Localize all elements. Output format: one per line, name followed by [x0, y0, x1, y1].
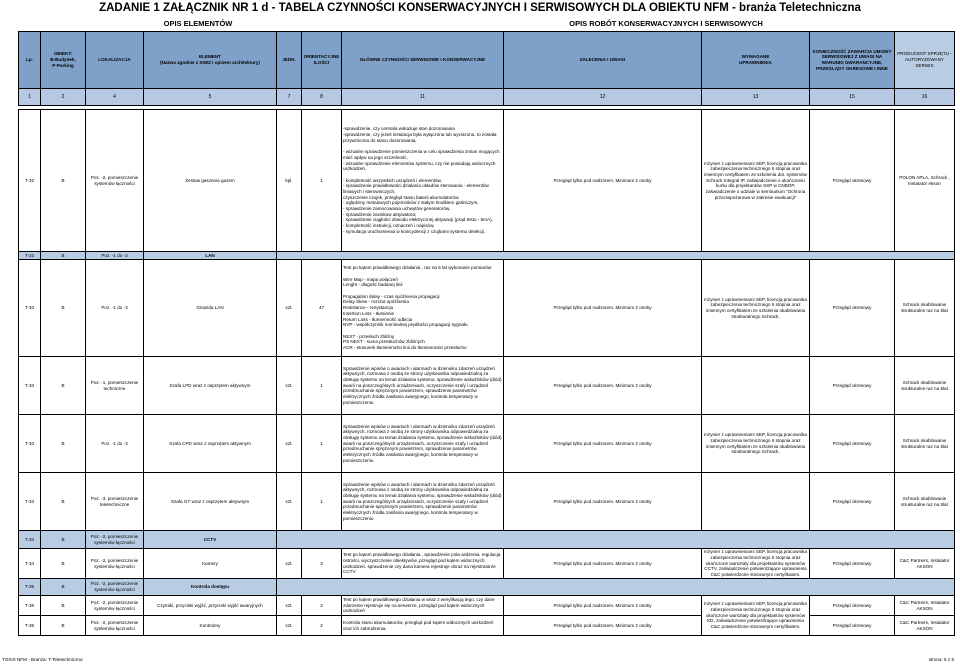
header-czynnosci: GŁÓWNE CZYNNOŚCI SERWISOWE I KONSERWACYJNE: [342, 32, 504, 89]
header-lokalizacja: LOKALIZACJA: [86, 32, 144, 89]
table-row: [19, 473, 955, 531]
column-number: 15: [810, 89, 895, 106]
section-label: LAN: [144, 252, 277, 260]
cell-lokalizacja: Poz. -2, pomieszczenie systemów łączności: [86, 110, 144, 252]
header-zalecenia: ZALECENIA I UWAGI: [504, 32, 702, 89]
cell-czynnosci: Test po kątem prawidłowego działania , raz na 5 lat wykonanie pomiarów: Wire Map - mapa połączeń Lenght - długość badanej linii Propagation delay - czas opóźnienia propagacji Delay Skew - rozrzut opóźnienia Resistance - rezystancja Insertion Loss - tłumienie Return Loss - tłumienność odbicia NVP - współczynnik nominalnej prędkości propagacji sygnału NEXT - przesłuch zbliżny PS NEXT - suma przesłuchów zbliżnych ACR - stosunek tłumienności linii do tłumienności przesłuchu: [342, 260, 504, 357]
cell-obiekt: B: [41, 357, 86, 415]
cell-producent: POLON APLA, Schrack , Instalator Akson: [895, 110, 955, 252]
cell-jedn: szt.: [277, 415, 302, 473]
cell-czynnosci: Sprawdzenie wpisów o awariach i alarmach w dzienniku zdarzeń urządzeń aktywnych, rozmowa z osobą ze strony użytkownika odpowiedzialną za obsługę systemu na temat działania systemu, sprawdzenie wskaźników (diód) awarii na poszczególnych urządzeniach, oczyszczenie szafy i urządzeń przedmuchanie sprężonym powietrzem, sprawdzenie parametrów elektrycznych źródła zasilania awaryjnego, kontrola temperatury w pomieszczeniu: [342, 473, 504, 531]
section-label: Kontrola dostępu: [144, 579, 277, 596]
section-label: CCTV: [144, 531, 277, 549]
table-row: [19, 549, 955, 579]
table-row: [19, 110, 955, 252]
cell-obiekt: B: [41, 415, 86, 473]
section-lp: T-35: [19, 579, 41, 596]
cell-lokalizacja: Poz. -1, pomieszczenie techniczne: [86, 357, 144, 415]
cell-zalecenia: Przegląd tylko pod nadzorem. Minimum 2 osoby: [504, 549, 702, 579]
cell-producent: Schrack okablowanie strukturalne raz na 5lat: [895, 473, 955, 531]
cell-wymagane: Inżynier z uprawnieniami SEP, licencją pracownika zabezpieczenia technicznego II stopnia oraz imiennym certyfikatem ze szkolenia okablowania strukturalnego Schrack,: [702, 260, 810, 357]
section-empty: [277, 579, 955, 596]
column-number: 16: [895, 89, 955, 106]
cell-jedn: kpl.: [277, 110, 302, 252]
cell-element: Kontrolery: [144, 616, 277, 636]
section-lokalizacja: Poz. -1 do -3: [86, 252, 144, 260]
cell-koniecznosc: Przegląd okresowy: [810, 473, 895, 531]
cell-wymagane: Inżynier z uprawnieniami SEP, licencją pracownika zabezpieczenia technicznego II stopnia oraz ukończone warsztaty dla projektantów systemów KD, zaświadczenie potwierdzające uprawnienia C&C potwierdzone stosownym certyfikatem.: [702, 596, 810, 636]
cell-ilosci: 1: [302, 473, 342, 531]
cell-element: Szafa CPD wraz z osprzętem aktywnym: [144, 415, 277, 473]
page-number: strona: 5 z 6: [928, 657, 954, 662]
column-number: 4: [86, 89, 144, 106]
cell-wymagane: [702, 357, 810, 415]
section-lp: T-34: [19, 531, 41, 549]
cell-koniecznosc: Przegląd okresowy: [810, 596, 895, 616]
cell-czynnosci: Test po kątem prawidłowego działania , sprawdzenie pola widzenia, regulacja ostrości, wyczyszczenie obiektywów, przegląd pod kątem widocznych uszkodzeń, sprawdzenie czy dana kamera rejestruje obraz na rejestratorze CCTV: [342, 549, 504, 579]
cell-lp: T-33: [19, 473, 41, 531]
column-number: 11: [342, 89, 504, 106]
section-lokalizacja: Poz. -2, pomieszczenie systemów łączności: [86, 531, 144, 549]
maintenance-table: [18, 31, 955, 636]
section-row-lan: [19, 252, 955, 260]
cell-jedn: szt.: [277, 357, 302, 415]
section-obiekt: B: [41, 531, 86, 549]
header-lp: Lp.: [19, 32, 41, 89]
cell-lp: T-34: [19, 549, 41, 579]
column-number: 12: [504, 89, 702, 106]
cell-ilosci: 1: [302, 357, 342, 415]
cell-lokalizacja: Poz. -2, pomieszczenie systemów łączności: [86, 549, 144, 579]
cell-element: Szafa LPD wraz z osprzętem aktywnym: [144, 357, 277, 415]
table-row: [19, 260, 955, 357]
cell-ilosci: 1: [302, 110, 342, 252]
document-title: ZADANIE 1 ZAŁĄCZNIK NR 1 d - TABELA CZYNNOŚCI KONSERWACYJNYCH I SERWISOWYCH DLA OBIEKTU NFM - branża Teletechniczna: [99, 2, 861, 14]
table-row: [19, 357, 955, 415]
subtitle-works: OPIS ROBÓT KONSERWACYJNYCH I SERWISOWYCH: [569, 19, 763, 28]
column-number: 2: [41, 89, 86, 106]
subtitle-elements: OPIS ELEMENTÓW: [163, 19, 233, 28]
cell-wymagane: [702, 473, 810, 531]
table-row: [19, 596, 955, 616]
cell-obiekt: B: [41, 473, 86, 531]
cell-ilosci: 3: [302, 549, 342, 579]
cell-lokalizacja: Poz. -1 do -3: [86, 415, 144, 473]
cell-zalecenia: Przegląd tylko pod nadzorem. Minimum 2 osoby: [504, 473, 702, 531]
cell-jedn: szt.: [277, 549, 302, 579]
section-empty: [277, 531, 955, 549]
cell-zalecenia: Przegląd tylko pod nadzorem. Minimum 2 osoby: [504, 596, 702, 616]
cell-producent: C&C Partners, Instalator AKSON: [895, 616, 955, 636]
cell-obiekt: B: [41, 549, 86, 579]
cell-koniecznosc: Przegląd okresowy: [810, 260, 895, 357]
cell-lokalizacja: Poz. -2, pomieszczenie systemów łączności: [86, 596, 144, 616]
cell-producent: Schrack okablowanie strukturalne raz na 5lat: [895, 260, 955, 357]
table-row: [19, 616, 955, 636]
cell-czynnosci: Sprawdzenie wpisów o awariach i alarmach w dzienniku zdarzeń urządzeń aktywnych, rozmowa z osobą ze strony użytkownika odpowiedzialną za obsługę systemu na temat działania systemu, sprawdzenie wskaźników (diód) awarii na poszczególnych urządzeniach, oczyszczenie szafy i urządzeń przedmuchanie sprężonym powietrzem, sprawdzenie parametrów elektrycznych źródła zasilania awaryjnego, kontrola temperatury w pomieszczeniu: [342, 357, 504, 415]
section-row-cctv: [19, 531, 955, 549]
column-numbers-row: [19, 89, 955, 106]
cell-czynnosci: -sprawdzenie, czy centrala wskazuje stan dozorowania -sprawdzenie, czy jeżeli instalacja była wyłączona lub wyciszona, to została przywrócona do stanu dozorowania, - wizualne sprawdzenie pomieszczenia w celu sprawdzenia zmian mogących mieć wpływ na jego szczelność, - wizualne sprawdzenie elementów systemu, czy nie posiadają widocznych uszkodzeń, - kompletność wszystkich urządzeń i elementów, - sprawdzenie prawidłowości działania układów sterowania - elementów liniowych i sterowniczych, czyszczenie czujek, przegląd stanu baterii akumulatorów. - oględziny metalowych pojemników z stałym środkiem gaśniczym, - sprawdzenie zamocowania uchwytów generatorów, - sprawdzenie zaciskow aktywatora; - sprawdzenie ciągłości obwodu elektrycznej aktywacji (prąd testu - 5mA), - kompletność instrukcji, oznaczeń i napisów, - symulacja uruchomienia w koincydencji z czujkami systemu detekcji.: [342, 110, 504, 252]
column-number: 5: [144, 89, 277, 106]
header-ilosci: ORIENTACYJNE ILOŚCI: [302, 32, 342, 89]
cell-ilosci: 2: [302, 616, 342, 636]
footer-left: TOXIS NFM - Branża: T-Teletechniczna: [2, 657, 83, 662]
cell-obiekt: B: [41, 616, 86, 636]
cell-zalecenia: Przegląd tylko pod nadzorem. Minimum 2 osoby: [504, 260, 702, 357]
header-producent: PRODUCENT SPRZĘTU - AUTORYZOWANY SERWIS: [895, 32, 955, 89]
cell-wymagane: Inżynier z uprawnieniami SEP, licencją pracownika zabezpieczenia technicznego II stopnia oraz ukończone warsztaty dla projektantów systemów CCTV, zaświadczenie potwierdzające uprawnienia C&C potwierdzone stosownym certyfikatem.: [702, 549, 810, 579]
header-element: ELEMENT (Nazwa zgodnie z SIWZ i opisem architektury): [144, 32, 277, 89]
cell-czynnosci: Kontrola stanu akumulatorów, przegląd pod kątem widocznych uszkodzeń oraz ich zabrudzenia.: [342, 616, 504, 636]
cell-ilosci: 2: [302, 596, 342, 616]
cell-koniecznosc: Przegląd okresowy: [810, 549, 895, 579]
cell-zalecenia: Przegląd tylko pod nadzorem. Minimum 2 osoby: [504, 415, 702, 473]
table-row: [19, 415, 955, 473]
cell-producent: Schrack okablowanie strukturalne raz na 5lat: [895, 415, 955, 473]
cell-zalecenia: Przegląd tylko pod nadzorem. Minimum 2 osoby: [504, 616, 702, 636]
cell-koniecznosc: Przegląd okresowy: [810, 110, 895, 252]
cell-jedn: szt.: [277, 260, 302, 357]
cell-koniecznosc: Przegląd okresowy: [810, 616, 895, 636]
cell-lp: T-33: [19, 260, 41, 357]
header-wymagane: WYMAGANE UPRAWNIENIA: [702, 32, 810, 89]
section-obiekt: B: [41, 579, 86, 596]
cell-lp: T-35: [19, 596, 41, 616]
cell-ilosci: 47: [302, 260, 342, 357]
header-obiekt: OBIEKT: B-Budynek, P-Parking: [41, 32, 86, 89]
cell-zalecenia: Przegląd tylko pod nadzorem. Minimum 2 osoby: [504, 110, 702, 252]
header-koniecznosc: KONIECZNOŚĆ ZAWARCIA UMOWY SERWISOWEJ Z UWAGI NA WARUNKI GWARANCYJNE, PRZEGLĄDY OKRESOWE I INNE: [810, 32, 895, 89]
cell-ilosci: 1: [302, 415, 342, 473]
cell-wymagane: Inżynier z uprawnieniami SEP, licencją pracownika zabezpieczenia technicznego II stopnia oraz imiennym certyfikatem ze szkolenia dot. systemów Schrack Integral IP, zaświadczenie o ukończeniu kursu dla projektantów SSP w CNBOP, zaświadczenie o udziale w seminarium "Ochrona przeciwpożarowa w zakresie ewakuacji": [702, 110, 810, 252]
cell-lokalizacja: Poz. -3, pomieszczenie teletechniczne: [86, 473, 144, 531]
cell-jedn: szt.: [277, 473, 302, 531]
section-empty: [277, 252, 955, 260]
cell-lp: T-33: [19, 357, 41, 415]
cell-obiekt: B: [41, 596, 86, 616]
cell-element: Kamery: [144, 549, 277, 579]
cell-obiekt: B: [41, 260, 86, 357]
cell-jedn: szt.: [277, 616, 302, 636]
cell-element: Szafa GT wraz z osprzętem aktywnym: [144, 473, 277, 531]
cell-lokalizacja: Poz. -1 do -3: [86, 260, 144, 357]
cell-producent: C&C Partners, Instalator AKSON: [895, 549, 955, 579]
cell-lp: T-32: [19, 110, 41, 252]
cell-wymagane: Inżynier z uprawnieniami SEP, licencją pracownika zabezpieczenia technicznego II stopnia oraz imiennym certyfikatem ze szkolenia okablowania strukturalnego Schrack,: [702, 415, 810, 473]
section-obiekt: B: [41, 252, 86, 260]
column-number: 13: [702, 89, 810, 106]
column-number: 7: [277, 89, 302, 106]
section-lp: T-33: [19, 252, 41, 260]
header-jedn: JEDN.: [277, 32, 302, 89]
cell-lokalizacja: Poz. -2, pomieszczenie systemów łączności: [86, 616, 144, 636]
cell-koniecznosc: Przegląd okresowy: [810, 357, 895, 415]
header-row: [19, 32, 955, 89]
cell-element: Gniazda LAN: [144, 260, 277, 357]
cell-czynnosci: Test po kątem prawidłowego działania w wraz z weryfikacją tego, czy dane zdarzenie rejestruje się na serwerze, przegląd pod kątem widocznych uszkodzeń: [342, 596, 504, 616]
cell-koniecznosc: Przegląd okresowy: [810, 415, 895, 473]
cell-producent: C&C Partners, Instalator AKSON: [895, 596, 955, 616]
cell-czynnosci: Sprawdzenie wpisów o awariach i alarmach w dzienniku zdarzeń urządzeń aktywnych, rozmowa z osobą ze strony użytkownika odpowiedzialną za obsługę systemu na temat działania systemu, sprawdzenie wskaźników (diód) awarii na poszczególnych urządzeniach, oczyszczenie szafy i urządzeń przedmuchanie sprężonym powietrzem, sprawdzenie parametrów elektrycznych źródła zasilania awaryjnego, kontrola temperatury w pomieszczeniu: [342, 415, 504, 473]
section-row-kd: [19, 579, 955, 596]
cell-obiekt: B: [41, 110, 86, 252]
column-number: 8: [302, 89, 342, 106]
column-number: 1: [19, 89, 41, 106]
cell-lp: T-33: [19, 415, 41, 473]
cell-lp: T-35: [19, 616, 41, 636]
cell-element: Zestaw gaszenia gazem: [144, 110, 277, 252]
section-lokalizacja: Poz. -2, pomieszczenie systemów łączności: [86, 579, 144, 596]
cell-zalecenia: Przegląd tylko pod nadzorem. Minimum 2 osoby: [504, 357, 702, 415]
cell-jedn: szt.: [277, 596, 302, 616]
cell-producent: Schrack okablowanie strukturalne raz na 5lat: [895, 357, 955, 415]
cell-element: Czytniki, przyciski wyjść, przyciski wyjść awaryjnych: [144, 596, 277, 616]
